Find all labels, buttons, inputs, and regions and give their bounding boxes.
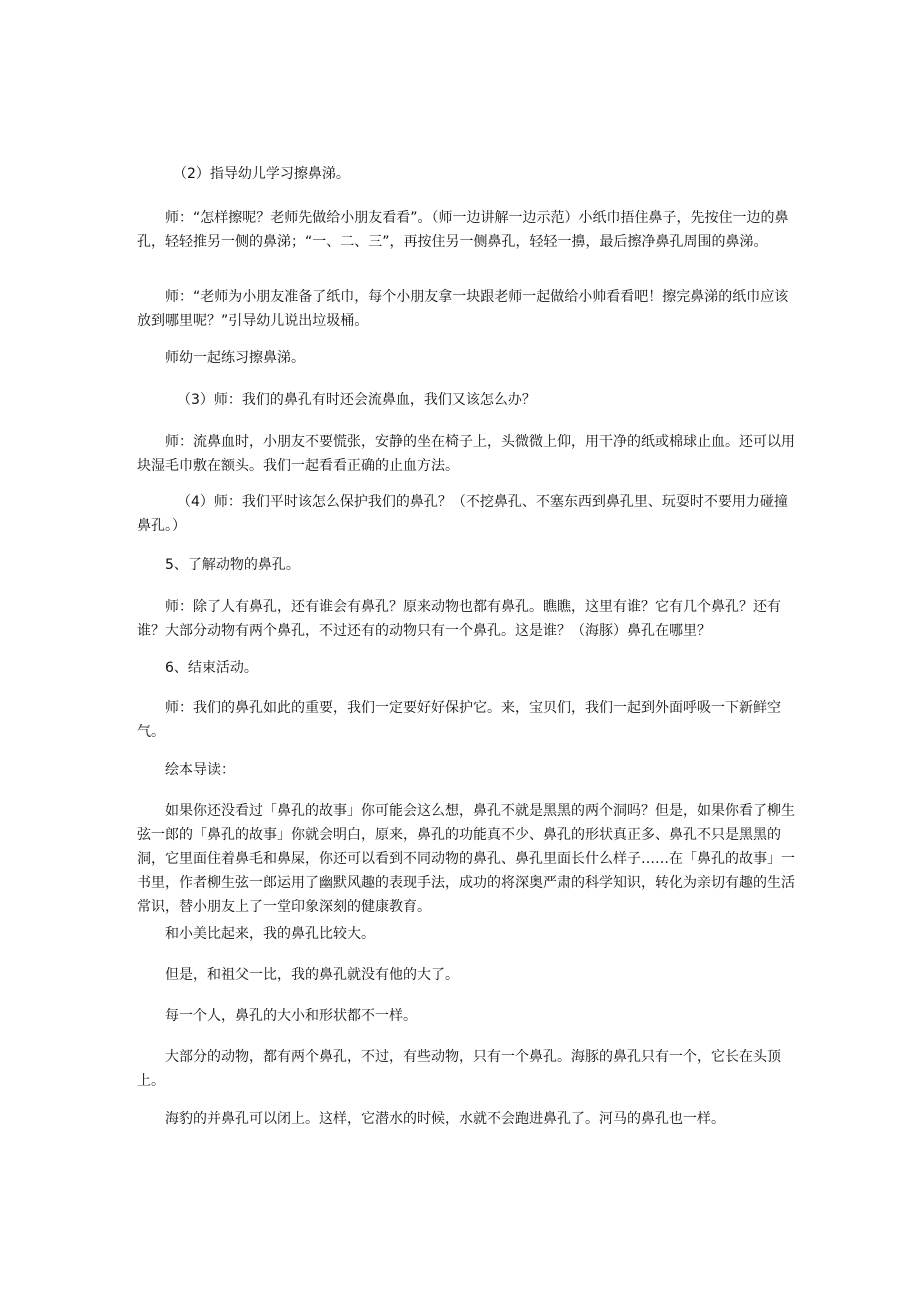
paragraph-closing: 师：我们的鼻孔如此的重要，我们一定要好好保护它。来，宝贝们，我们一起到外面呼吸一下新鲜空气。 (137, 700, 781, 740)
paragraph-nosebleed: 师：流鼻血时，小朋友不要慌张，安静的坐在椅子上，头微微上仰，用干净的纸或棉球止血。还可以用块湿毛巾敷在额头。我们一起看看正确的止血方法。 (137, 434, 795, 474)
paragraph-picture-book-heading: 绘本导读： (165, 762, 235, 778)
paragraph-seal: 海豹的并鼻孔可以闭上。这样，它潜水的时候，水就不会跑进鼻孔了。河马的鼻孔也一样。 (165, 1111, 725, 1127)
paragraph-teacher-demo: 师：“怎样擦呢？老师先做给小朋友看看”。（师一边讲解一边示范）小纸巾捂住鼻子，先按住一边的鼻孔，轻轻推另一侧的鼻涕；“一、二、三”，再按住另一侧鼻孔，轻轻一擤，最后擦净鼻孔周围的鼻涕。 (137, 210, 789, 250)
paragraph-step-3: （3）师：我们的鼻孔有时还会流鼻血，我们又该怎么办？ (177, 392, 536, 408)
paragraph-everyone: 每一个人，鼻孔的大小和形状都不一样。 (165, 1008, 417, 1024)
paragraph-picture-book-intro: 如果你还没看过「鼻孔的故事」你可能会这么想，鼻孔不就是黑黑的两个洞吗？但是，如果你看了柳生弦一郎的「鼻孔的故事」你就会明白，原来，鼻孔的功能真不少、鼻孔的形状真正多、鼻孔不只是黑黑的洞，它里面住着鼻毛和鼻屎，你还可以看到不同动物的鼻孔、鼻孔里面长什么样子……在「鼻孔的故事」一书里，作者柳生弦一郎运用了幽默风趣的表现手法，成功的将深奥严肃的科学知识，转化为亲切有趣的生活常识，替小朋友上了一堂印象深刻的健康教育。 (137, 803, 795, 915)
paragraph-grandfather: 但是，和祖父一比，我的鼻孔就没有他的大了。 (165, 967, 459, 983)
paragraph-step-2: （2）指导幼儿学习擦鼻涕。 (173, 166, 350, 182)
paragraph-teacher-tissue: 师：“老师为小朋友准备了纸巾，每个小朋友拿一块跟老师一起做给小帅看看吧！擦完鼻涕的纸巾应该放到哪里呢？”引导幼儿说出垃圾桶。 (137, 289, 789, 329)
paragraph-practice: 师幼一起练习擦鼻涕。 (165, 350, 305, 366)
paragraph-animals-two-nostrils: 大部分的动物，都有两个鼻孔，不过，有些动物，只有一个鼻孔。海豚的鼻孔只有一个，它长在头顶上。 (137, 1049, 781, 1089)
paragraph-xiaomei: 和小美比起来，我的鼻孔比较大。 (165, 926, 375, 942)
paragraph-step-4: （4）师：我们平时该怎么保护我们的鼻孔？（不挖鼻孔、不塞东西到鼻孔里、玩耍时不要用力碰撞鼻孔。） (137, 494, 788, 534)
paragraph-animal-nostrils: 师：除了人有鼻孔，还有谁会有鼻孔？原来动物也都有鼻孔。瞧瞧，这里有谁？它有几个鼻孔？还有谁？大部分动物有两个鼻孔，不过还有的动物只有一个鼻孔。这是谁？（海豚）鼻孔在哪里？ (137, 599, 781, 639)
paragraph-step-6-heading: 6、结束活动。 (165, 660, 258, 676)
paragraph-step-5-heading: 5、了解动物的鼻孔。 (165, 557, 300, 573)
